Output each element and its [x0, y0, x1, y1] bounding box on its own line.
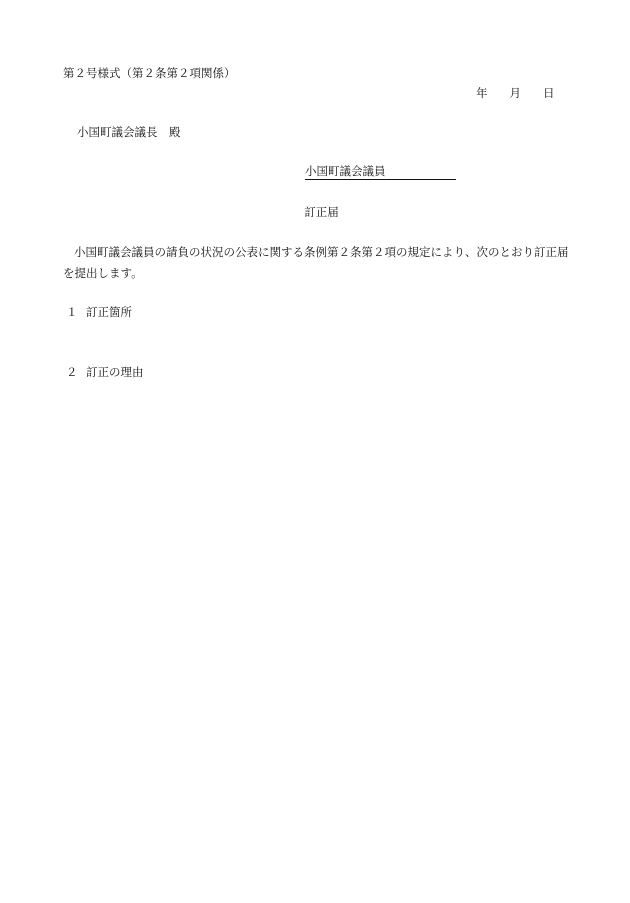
submitter-label: 小国町議会議員: [305, 164, 386, 178]
item-label: 訂正箇所: [86, 305, 132, 319]
date-line: [476, 88, 555, 100]
form-number: 第２号様式（第２条第２項関係）: [63, 66, 236, 80]
addressee: 小国町議会議長 殿: [77, 125, 181, 139]
item-correction-location: [66, 307, 132, 319]
item-number: １: [66, 305, 78, 319]
body-paragraph: 小国町議会議員の請負の状況の公表に関する条例第２条第２項の規定により、次のとおり訂正届を提出します。: [63, 245, 569, 280]
date-year: 年: [476, 86, 488, 100]
item-label: 訂正の理由: [86, 365, 144, 379]
date-day: 日: [543, 86, 555, 100]
document-title: 訂正届: [304, 205, 339, 219]
item-number: ２: [66, 365, 78, 379]
item-correction-reason: [66, 367, 144, 379]
date-month: 月: [509, 86, 521, 100]
submitter-line: [305, 166, 456, 180]
